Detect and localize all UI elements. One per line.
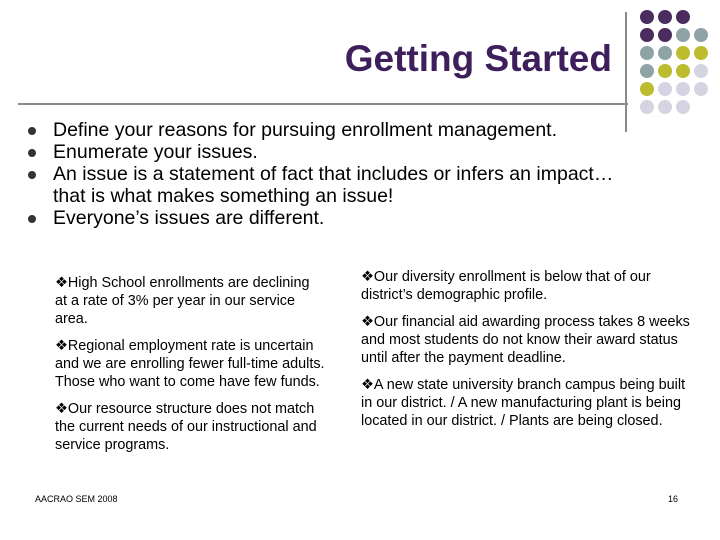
decorative-dot	[694, 82, 708, 96]
decorative-dot	[640, 28, 654, 42]
decorative-dot	[640, 10, 654, 24]
decorative-dot	[658, 46, 672, 60]
bullet-text: An issue is a statement of fact that includes or infers an impact…that is what makes something an issue!	[53, 163, 614, 207]
decorative-dot	[676, 82, 690, 96]
decorative-dot	[676, 100, 690, 114]
decorative-dot	[676, 10, 690, 24]
decorative-dot	[694, 64, 708, 78]
decorative-dot	[658, 10, 672, 24]
footer-page-number: 16	[667, 494, 678, 504]
bullet-text: Everyone’s issues are different.	[53, 207, 325, 229]
bullet-item	[28, 141, 628, 163]
issue-item: ❖A new state university branch campus being built in our district. / A new manufacturing plant is being located in our district. / Plants are being closed.	[361, 377, 686, 429]
issue-item: ❖Our financial aid awarding process takes 8 weeks and most students do not know their award status until after the payment deadline.	[361, 314, 690, 366]
decorative-dot	[640, 64, 654, 78]
bullet-icon	[28, 171, 36, 179]
decorative-dot	[676, 64, 690, 78]
decorative-dot-grid	[640, 10, 715, 125]
decorative-dot	[658, 64, 672, 78]
bullet-item	[28, 207, 628, 229]
decorative-dot	[694, 46, 708, 60]
decorative-dot	[640, 100, 654, 114]
issue-item: ❖High School enrollments are declining at a rate of 3% per year in our service area.	[55, 275, 310, 327]
right-issues-column	[361, 268, 696, 439]
footer-conference: AACRAO SEM 2008	[35, 494, 118, 504]
decorative-dot	[676, 46, 690, 60]
decorative-dot	[676, 28, 690, 42]
issue-item: ❖Our resource structure does not match the current needs of our instructional and service programs.	[55, 401, 317, 453]
decorative-dot	[640, 46, 654, 60]
bullet-text: Enumerate your issues.	[53, 141, 258, 163]
decorative-dot	[658, 100, 672, 114]
bullet-icon	[28, 149, 36, 157]
issue-item: ❖Our diversity enrollment is below that of our district’s demographic profile.	[361, 269, 651, 303]
bullet-icon	[28, 215, 36, 223]
main-bullet-list	[28, 119, 628, 229]
bullet-item	[28, 163, 628, 207]
issue-item: ❖Regional employment rate is uncertain and we are enrolling fewer full-time adults. Those who want to come have few funds.	[55, 338, 325, 390]
left-issues-column	[55, 274, 325, 463]
horizontal-divider	[18, 103, 628, 105]
decorative-dot	[658, 82, 672, 96]
decorative-dot	[694, 28, 708, 42]
decorative-dot	[640, 82, 654, 96]
vertical-divider	[625, 12, 627, 132]
bullet-text: Define your reasons for pursuing enrollment management.	[53, 119, 558, 141]
bullet-item	[28, 119, 628, 141]
bullet-icon	[28, 127, 36, 135]
decorative-dot	[658, 28, 672, 42]
slide-title: Getting Started	[344, 38, 612, 79]
